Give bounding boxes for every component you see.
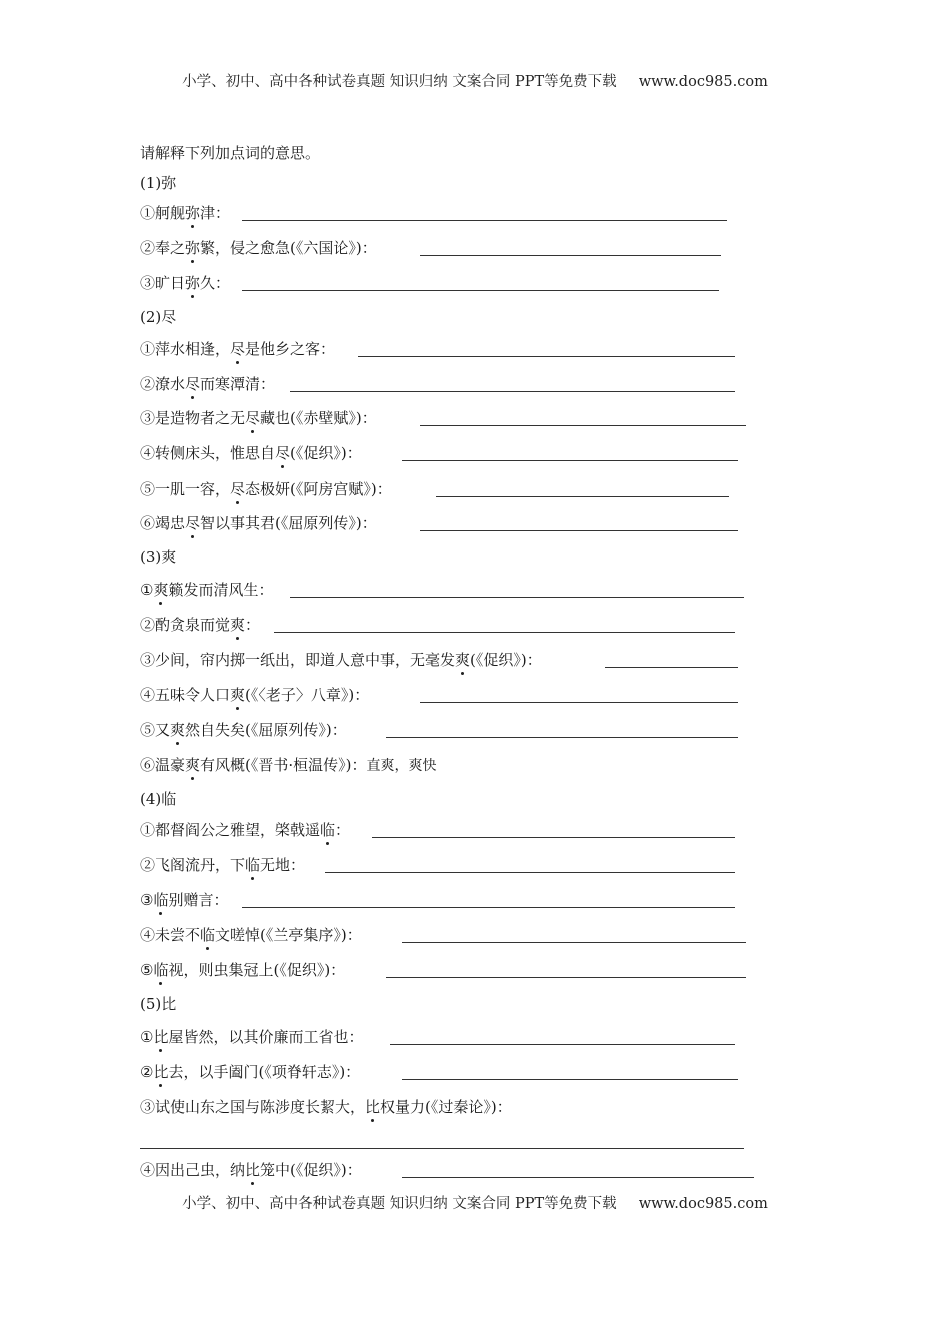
- question-1-1: [140, 201, 230, 225]
- question-text: ⑤: [140, 961, 154, 979]
- question-text: 权量力(《过秦论》)：: [380, 1098, 512, 1116]
- question-text: ③是造物者之无: [140, 409, 246, 427]
- instruction: 请解释下列加点词的意思。: [140, 144, 321, 162]
- answer-blank[interactable]: [402, 460, 738, 461]
- answer-blank[interactable]: [242, 290, 719, 291]
- answer-blank[interactable]: [290, 597, 744, 598]
- question-1-3: [140, 271, 230, 295]
- question-3-1: [140, 578, 273, 602]
- answer-blank[interactable]: [402, 942, 746, 943]
- question-2-6: [140, 511, 377, 535]
- question-text: ：: [335, 821, 351, 839]
- header-site: www.doc985.com: [638, 74, 768, 90]
- question-text: ④未尝不: [140, 926, 201, 944]
- question-text: ⑤一肌一容，: [140, 480, 231, 498]
- question-5-2: [140, 1060, 360, 1084]
- answer-blank[interactable]: [140, 1148, 744, 1149]
- question-text: 繁，侵之愈急(《六国论》)：: [200, 239, 377, 257]
- dotted-word: 弥: [185, 271, 200, 295]
- dotted-word: 爽: [230, 683, 245, 707]
- answer-blank[interactable]: [420, 425, 746, 426]
- question-text: ⑥温豪: [140, 756, 186, 774]
- question-4-1: [140, 818, 350, 842]
- dotted-word: 临: [200, 923, 215, 947]
- question-text: ③: [140, 891, 154, 909]
- question-text: (《促织》)：: [470, 651, 542, 669]
- dotted-word: 临: [153, 958, 168, 982]
- answer-blank[interactable]: [290, 391, 735, 392]
- question-text: 屋皆然，以其价廉而工省也：: [168, 1028, 364, 1046]
- section-heading-4: (4)临: [140, 790, 177, 808]
- answer-blank[interactable]: [420, 702, 738, 703]
- question-text: ②: [140, 1063, 154, 1081]
- section-heading-2: (2)尽: [140, 308, 177, 326]
- question-text: ：: [245, 616, 261, 634]
- answer-blank[interactable]: [420, 255, 721, 256]
- dotted-word: 爽: [170, 718, 185, 742]
- dotted-word: 比: [365, 1095, 380, 1119]
- question-text: ①都督阎公之雅望，棨戟遥: [140, 821, 321, 839]
- question-text: 文嗟悼(《兰亭集序》)：: [215, 926, 362, 944]
- dotted-word: 尽: [230, 337, 245, 361]
- section-heading-3: (3)爽: [140, 548, 177, 566]
- dotted-word: 弥: [185, 236, 200, 260]
- question-text: ①舸舰: [140, 204, 186, 222]
- dotted-word: 比: [153, 1025, 168, 1049]
- question-text: 津：: [200, 204, 231, 222]
- question-2-2: [140, 372, 275, 396]
- question-3-5: [140, 718, 347, 742]
- section-heading-1: (1)弥: [140, 174, 177, 192]
- header-text: 小学、初中、高中各种试卷真题 知识归纳 文案合同 PPT等免费下载: [182, 74, 617, 90]
- question-text: ①: [140, 1028, 154, 1046]
- footer-text: 小学、初中、高中各种试卷真题 知识归纳 文案合同 PPT等免费下载: [182, 1196, 617, 1212]
- dotted-word: 临: [245, 853, 260, 877]
- question-text: 是他乡之客：: [245, 340, 336, 358]
- question-text: ④五味令人口: [140, 686, 231, 704]
- answer-blank[interactable]: [242, 907, 735, 908]
- question-5-3: [140, 1095, 512, 1119]
- footer-site: www.doc985.com: [638, 1196, 768, 1212]
- question-text: ④因出己虫，纳: [140, 1161, 246, 1179]
- question-text: 然自失矣(《屈原列传》)：: [185, 721, 347, 739]
- dotted-word: 尽: [185, 372, 200, 396]
- question-text: 笼中(《促织》)：: [260, 1161, 362, 1179]
- question-text: ②奉之: [140, 239, 186, 257]
- question-2-5: [140, 477, 392, 501]
- question-text: 别赠言：: [168, 891, 229, 909]
- question-text: ⑥竭忠: [140, 514, 186, 532]
- question-5-4: [140, 1158, 362, 1182]
- answer-blank[interactable]: [386, 737, 738, 738]
- question-text: 藏也(《赤壁赋》)：: [260, 409, 377, 427]
- question-3-2: [140, 613, 260, 637]
- answer-blank[interactable]: [242, 220, 727, 221]
- answer-blank[interactable]: [358, 356, 735, 357]
- question-2-4: [140, 441, 362, 465]
- answer-blank[interactable]: [420, 530, 738, 531]
- answer-blank[interactable]: [325, 872, 735, 873]
- question-text: ①: [140, 581, 154, 599]
- dotted-word: 尽: [230, 477, 245, 501]
- answer-blank[interactable]: [274, 632, 735, 633]
- dotted-word: 尽: [185, 511, 200, 535]
- question-text: 久：: [200, 274, 231, 292]
- question-5-1: [140, 1025, 363, 1049]
- dotted-word: 临: [320, 818, 335, 842]
- answer-blank[interactable]: [402, 1177, 754, 1178]
- question-text: (《〈老子〉八章》)：: [245, 686, 370, 704]
- dotted-word: 爽: [185, 753, 200, 777]
- answer-text: 直爽，爽快: [366, 758, 437, 774]
- dotted-word: 比: [153, 1060, 168, 1084]
- question-text: ③试使山东之国与陈涉度长絜大，: [140, 1098, 366, 1116]
- question-4-3: [140, 888, 228, 912]
- question-text: 而寒潭清：: [200, 375, 276, 393]
- dotted-word: 爽: [153, 578, 168, 602]
- dotted-word: 尽: [245, 406, 260, 430]
- question-3-6: [140, 753, 437, 777]
- question-text: ②飞阁流丹，下: [140, 856, 246, 874]
- question-3-4: [140, 683, 369, 707]
- dotted-word: 尽: [275, 441, 290, 465]
- question-2-3: [140, 406, 377, 430]
- question-text: ④转侧床头，惟思自: [140, 444, 276, 462]
- question-text: (《促织》)：: [290, 444, 362, 462]
- question-text: ③旷日: [140, 274, 186, 292]
- answer-blank[interactable]: [436, 496, 729, 497]
- answer-blank[interactable]: [386, 977, 746, 978]
- question-text: ②潦水: [140, 375, 186, 393]
- answer-blank[interactable]: [372, 837, 735, 838]
- dotted-word: 弥: [185, 201, 200, 225]
- page-footer: [0, 1192, 950, 1213]
- question-text: 态极妍(《阿房宫赋》)：: [245, 480, 392, 498]
- question-4-2: [140, 853, 305, 877]
- question-text: 智以事其君(《屈原列传》)：: [200, 514, 377, 532]
- dotted-word: 临: [153, 888, 168, 912]
- dotted-word: 爽: [455, 648, 470, 672]
- question-text: ③少间，帘内掷一纸出，即道人意中事，无毫发: [140, 651, 456, 669]
- question-text: 视，则虫集冠上(《促织》)：: [168, 961, 346, 979]
- question-2-1: [140, 337, 335, 361]
- dotted-word: 比: [245, 1158, 260, 1182]
- question-text: 无地：: [260, 856, 306, 874]
- question-3-3: [140, 648, 542, 672]
- dotted-word: 爽: [230, 613, 245, 637]
- question-4-4: [140, 923, 362, 947]
- answer-blank[interactable]: [390, 1044, 735, 1045]
- question-text: 籁发而清风生：: [168, 581, 274, 599]
- question-text: ②酌贪泉而觉: [140, 616, 231, 634]
- question-text: 去，以手阖门(《项脊轩志》)：: [168, 1063, 361, 1081]
- question-text: ①萍水相逢，: [140, 340, 231, 358]
- question-4-5: [140, 958, 345, 982]
- answer-blank[interactable]: [605, 667, 738, 668]
- question-text: 有风概(《晋书·桓温传》)：: [200, 756, 367, 774]
- question-text: ⑤又: [140, 721, 171, 739]
- page-header: [0, 70, 950, 91]
- answer-blank[interactable]: [402, 1079, 738, 1080]
- section-heading-5: (5)比: [140, 995, 177, 1013]
- question-1-2: [140, 236, 377, 260]
